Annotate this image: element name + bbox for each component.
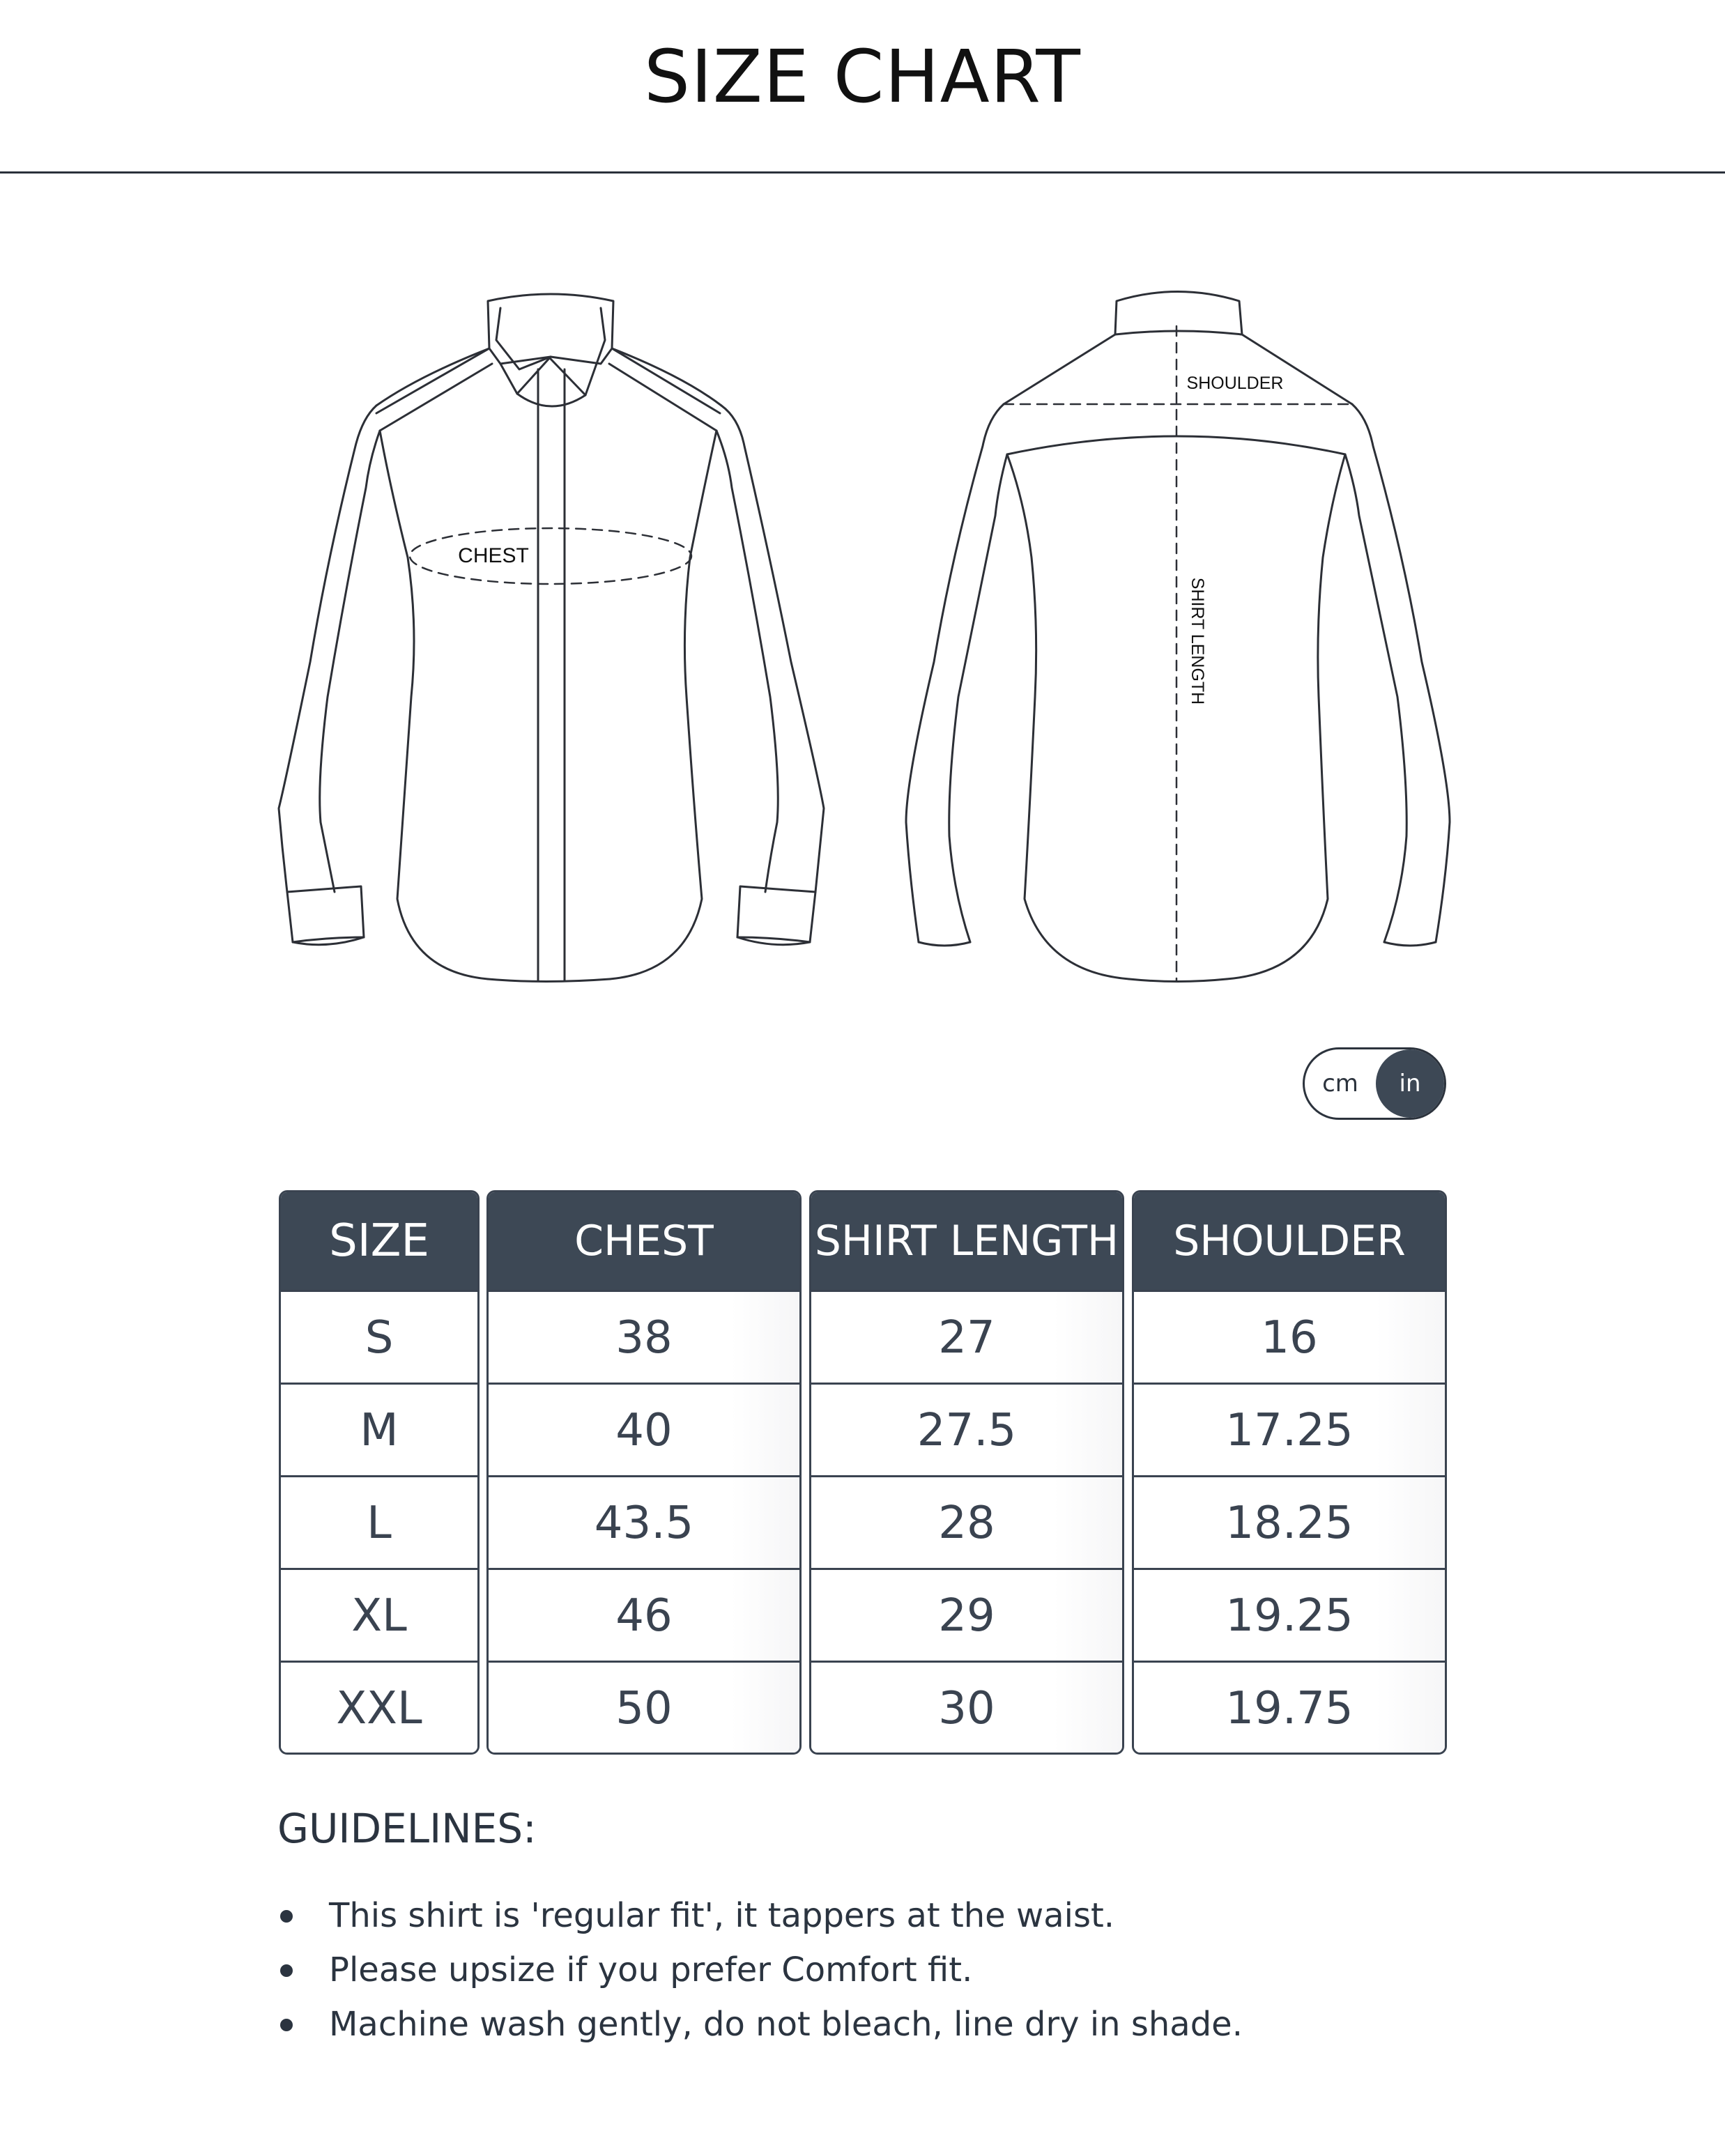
table-cell: S: [281, 1290, 477, 1383]
table-cell: 16: [1134, 1290, 1445, 1383]
size-column: [279, 1190, 480, 1755]
table-cell: M: [281, 1383, 477, 1475]
shoulder-label: SHOULDER: [1186, 374, 1284, 393]
front-shirt-icon: [279, 294, 824, 982]
shirt-length-column: [809, 1190, 1124, 1755]
shoulder-header: SHOULDER: [1134, 1192, 1445, 1290]
table-cell: 27: [811, 1290, 1122, 1383]
chest-label: CHEST: [458, 544, 529, 567]
chest-column: [486, 1190, 802, 1755]
table-cell: 29: [811, 1568, 1122, 1661]
chest-header: CHEST: [489, 1192, 799, 1290]
guideline-text: Please upsize if you prefer Comfort fit.: [329, 1950, 973, 1989]
table-cell: 28: [811, 1475, 1122, 1568]
guideline-text: Machine wash gently, do not bleach, line dry in shade.: [329, 2005, 1243, 2044]
bullet-icon: [280, 1910, 293, 1923]
table-cell: 40: [489, 1383, 799, 1475]
table-cell: 46: [489, 1568, 799, 1661]
shoulder-column: [1132, 1190, 1447, 1755]
guideline-item: [277, 1888, 1243, 1943]
shirt-diagrams: [0, 0, 1725, 1010]
unit-toggle[interactable]: [1303, 1047, 1446, 1120]
table-cell: 27.5: [811, 1383, 1122, 1475]
table-cell: 50: [489, 1661, 799, 1753]
table-cell: XL: [281, 1568, 477, 1661]
table-cell: 17.25: [1134, 1383, 1445, 1475]
table-cell: 43.5: [489, 1475, 799, 1568]
table-cell: 18.25: [1134, 1475, 1445, 1568]
shirt-length-label: SHIRT LENGTH: [1188, 577, 1207, 705]
unit-option-cm[interactable]: cm: [1322, 1070, 1358, 1098]
page-title: SIZE CHART: [644, 34, 1081, 119]
table-cell: 30: [811, 1661, 1122, 1753]
table-cell: 38: [489, 1290, 799, 1383]
unit-option-in[interactable]: in: [1376, 1049, 1444, 1118]
table-cell: XXL: [281, 1661, 477, 1753]
size-header: SIZE: [281, 1192, 477, 1290]
guideline-item: [277, 1943, 1243, 1997]
guidelines-title: GUIDELINES:: [277, 1805, 537, 1852]
back-shirt-icon: [906, 292, 1450, 982]
bullet-icon: [280, 2019, 293, 2031]
guideline-item: [277, 1997, 1243, 2051]
guideline-text: This shirt is 'regular fit', it tappers at the waist.: [329, 1896, 1115, 1935]
shirt-length-header: SHIRT LENGTH: [811, 1192, 1122, 1290]
guidelines-list: [277, 1888, 1243, 2051]
table-cell: 19.25: [1134, 1568, 1445, 1661]
bullet-icon: [280, 1964, 293, 1977]
table-cell: L: [281, 1475, 477, 1568]
table-cell: 19.75: [1134, 1661, 1445, 1753]
